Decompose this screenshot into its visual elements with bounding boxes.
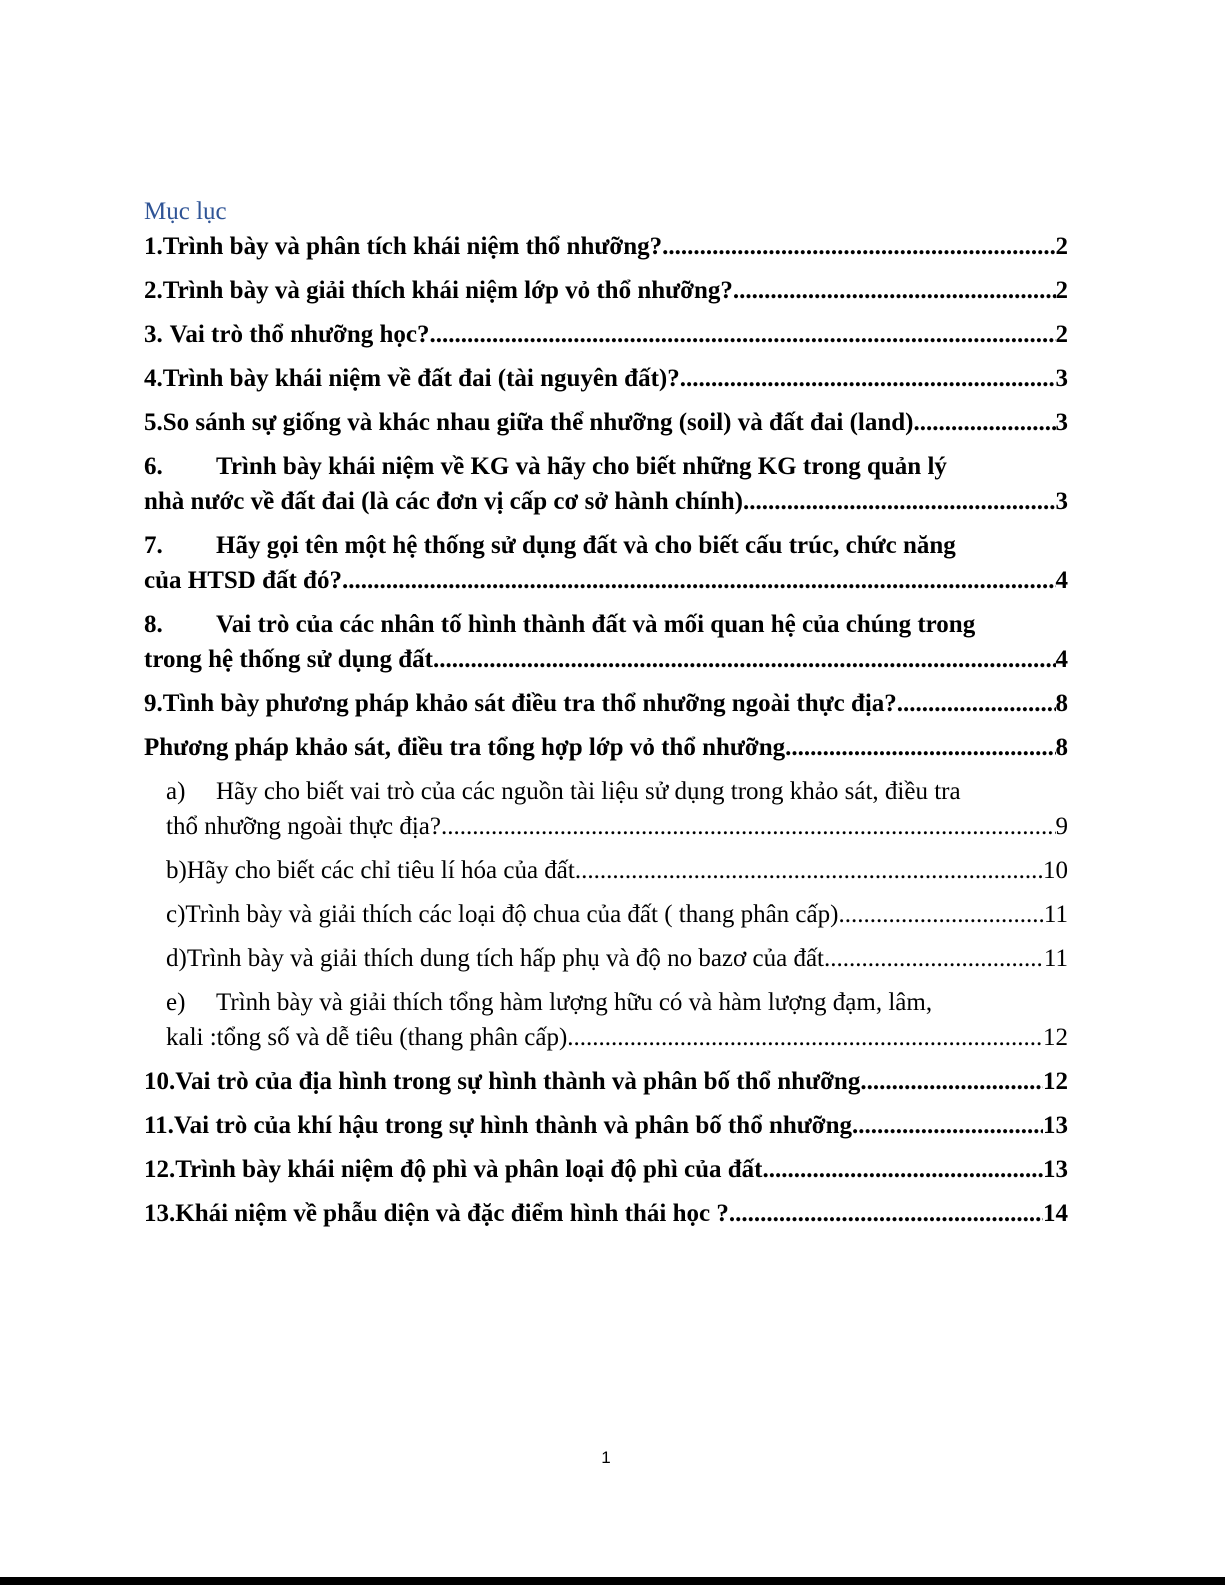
toc-entry-title-line2: trong hệ thống sử dụng đất [144, 646, 433, 673]
toc-entry-1[interactable] [144, 229, 1068, 264]
toc-entry-page: 4 [1055, 646, 1068, 673]
toc-entry-page: 10 [1043, 857, 1068, 884]
toc-entry-page: 4 [1055, 567, 1068, 594]
toc-entry-section[interactable] [144, 730, 1068, 765]
toc-entry-number: b) [166, 857, 187, 884]
toc-entry-5[interactable] [144, 405, 1068, 440]
page-bottom-border [0, 1577, 1225, 1585]
toc-leader-dots [733, 273, 1056, 308]
toc-entry-page: 12 [1043, 1024, 1068, 1051]
toc-entry-number: 5. [144, 409, 163, 436]
toc-entry-13[interactable] [144, 1196, 1068, 1231]
toc-entry-title: Vai trò thổ nhưỡng học? [169, 321, 430, 348]
toc-entry-page: 2 [1055, 277, 1068, 304]
toc-entry-number: 12. [144, 1156, 176, 1183]
toc-leader-dots [897, 686, 1056, 721]
toc-entry-page: 14 [1043, 1200, 1068, 1227]
toc-leader-dots [430, 317, 1056, 352]
toc-entry-title-line1: Trình bày và giải thích tổng hàm lượng hữu có và hàm lượng đạm, lâm, [216, 989, 933, 1016]
toc-entry-title: Vai trò của địa hình trong sự hình thành và phân bố thổ nhưỡng [175, 1068, 861, 1095]
toc-entry-number: e) [166, 989, 186, 1016]
toc-entry-title: Trình bày và phân tích khái niệm thổ nhưỡng? [162, 233, 663, 260]
toc-entry-page: 8 [1055, 734, 1068, 761]
toc-entry-title: Tình bày phương pháp khảo sát điều tra thổ nhưỡng ngoài thực địa? [162, 690, 897, 717]
toc-entry-title-line1: Vai trò của các nhân tố hình thành đất và mối quan hệ của chúng trong [216, 611, 976, 638]
toc-entry-title: Vai trò của khí hậu trong sự hình thành và phân bố thổ nhưỡng [173, 1112, 853, 1139]
toc-entry-title: Trình bày khái niệm về đất đai (tài nguyên đất)? [162, 365, 680, 392]
toc-entry-number: 3. [144, 321, 163, 348]
toc-entry-title: Trình bày và giải thích khái niệm lớp vỏ thổ nhưỡng? [162, 277, 733, 304]
toc-entry-10[interactable] [144, 1064, 1068, 1099]
toc-entry-title-line1: Hãy gọi tên một hệ thống sử dụng đất và cho biết cấu trúc, chức năng [216, 532, 956, 559]
toc-entry-title-line1: Trình bày khái niệm về KG và hãy cho biết những KG trong quản lý [216, 453, 947, 480]
toc-leader-dots [567, 1020, 1043, 1055]
toc-entry-title: Khái niệm về phẫu diện và đặc điểm hình thái học ? [175, 1200, 729, 1227]
toc-leader-dots [838, 897, 1043, 932]
toc-entry-title-line2: thổ nhưỡng ngoài thực địa? [166, 813, 441, 840]
toc-entry-title: Trình bày và giải thích dung tích hấp phụ và độ no bazơ của đất [186, 945, 824, 972]
toc-entry-page: 11 [1043, 901, 1068, 928]
toc-entry-number: 11. [144, 1112, 174, 1139]
toc-entry-12[interactable] [144, 1152, 1068, 1187]
toc-entry-title: Trình bày và giải thích các loại độ chua của đất ( thang phân cấp) [185, 901, 839, 928]
toc-entry-number: d) [166, 945, 187, 972]
toc-entry-page: 2 [1055, 321, 1068, 348]
toc-leader-dots [680, 361, 1056, 396]
toc-entry-page: 12 [1043, 1068, 1068, 1095]
toc-subentry-d[interactable] [144, 941, 1068, 976]
toc-entry-11[interactable] [144, 1108, 1068, 1143]
toc-entry-page: 3 [1055, 409, 1068, 436]
toc-entry-number: 4. [144, 365, 163, 392]
toc-entry-title-line1: Hãy cho biết vai trò của các nguồn tài liệu sử dụng trong khảo sát, điều tra [216, 778, 961, 805]
toc-leader-dots [860, 1064, 1043, 1099]
toc-entry-9[interactable] [144, 686, 1068, 721]
toc-entry-number: 7. [144, 532, 163, 559]
toc-entry-number: 8. [144, 611, 163, 638]
toc-entry-title-line2: của HTSD đất đó? [144, 567, 342, 594]
toc-leader-dots [763, 1152, 1044, 1187]
toc-leader-dots [662, 229, 1055, 264]
toc-entry-8[interactable] [144, 607, 1068, 677]
toc-subentry-c[interactable] [144, 897, 1068, 932]
toc-leader-dots [743, 484, 1056, 519]
toc-leader-dots [433, 642, 1056, 677]
toc-entry-number: 2. [144, 277, 163, 304]
toc-entry-number: 13. [144, 1200, 176, 1227]
toc-entry-4[interactable] [144, 361, 1068, 396]
toc-entry-page: 8 [1055, 690, 1068, 717]
page-number: 1 [601, 1448, 611, 1467]
toc-entry-6[interactable] [144, 449, 1068, 519]
toc-entry-number: c) [166, 901, 186, 928]
toc-heading: Mục lục [144, 198, 227, 225]
toc-entry-page: 3 [1055, 488, 1068, 515]
toc-entry-title: Hãy cho biết các chỉ tiêu lí hóa của đất [186, 857, 575, 884]
toc-leader-dots [575, 853, 1043, 888]
table-of-contents [144, 194, 1068, 1231]
toc-entry-number: 10. [144, 1068, 176, 1095]
toc-entry-page: 9 [1055, 813, 1068, 840]
toc-entry-page: 13 [1043, 1156, 1068, 1183]
toc-entry-number: a) [166, 778, 186, 805]
toc-entry-title: Phương pháp khảo sát, điều tra tổng hợp lớp vỏ thổ nhưỡng [144, 734, 786, 761]
toc-leader-dots [729, 1196, 1043, 1231]
toc-entry-number: 6. [144, 453, 163, 480]
toc-subentry-b[interactable] [144, 853, 1068, 888]
toc-entry-title: So sánh sự giống và khác nhau giữa thể nhưỡng (soil) và đất đai (land). [162, 409, 920, 436]
toc-entry-page: 11 [1043, 945, 1068, 972]
toc-leader-dots [852, 1108, 1043, 1143]
toc-subentry-a[interactable] [144, 774, 1068, 844]
toc-entry-page: 3 [1055, 365, 1068, 392]
toc-entry-number: 1. [144, 233, 163, 260]
toc-entry-2[interactable] [144, 273, 1068, 308]
toc-leader-dots [824, 941, 1044, 976]
toc-entry-3[interactable] [144, 317, 1068, 352]
toc-entry-title: Trình bày khái niệm độ phì và phân loại độ phì của đất [175, 1156, 763, 1183]
toc-leader-dots [785, 730, 1055, 765]
toc-entry-title-line2: kali :tổng số và dễ tiêu (thang phân cấp) [166, 1024, 568, 1051]
toc-subentry-e[interactable] [144, 985, 1068, 1055]
toc-leader-dots [920, 405, 1056, 440]
toc-entry-title-line2: nhà nước về đất đai (là các đơn vị cấp cơ sở hành chính) [144, 488, 743, 515]
toc-entry-page: 13 [1043, 1112, 1068, 1139]
toc-leader-dots [441, 809, 1056, 844]
toc-entry-7[interactable] [144, 528, 1068, 598]
toc-entry-number: 9. [144, 690, 163, 717]
toc-entry-page: 2 [1055, 233, 1068, 260]
toc-leader-dots [342, 563, 1056, 598]
